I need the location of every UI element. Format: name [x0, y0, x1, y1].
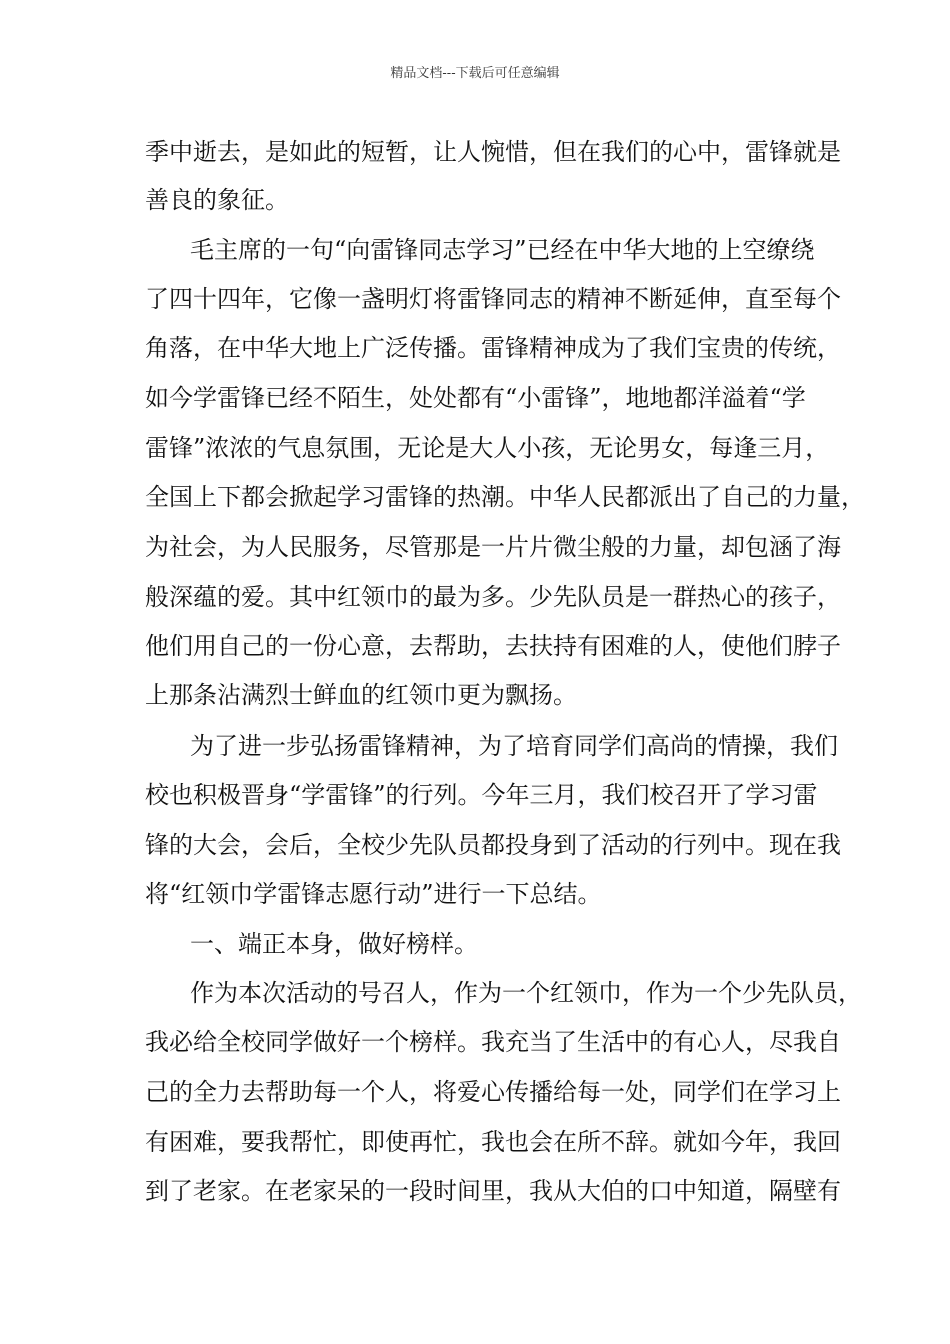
text-line: 校也积极晋身“学雷锋”的行列。今年三月，我们校召开了学习雷 [145, 781, 818, 809]
text-line: 上那条沾满烈士鲜血的红领巾更为飘扬。 [145, 681, 577, 709]
text-line: 到了老家。在老家呆的一段时间里，我从大伯的口中知道，隔壁有 [145, 1177, 841, 1205]
text-line: 作为本次活动的号召人，作为一个红领巾，作为一个少先队员， [190, 979, 862, 1007]
text-line: 己的全力去帮助每一个人，将爱心传播给每一处，同学们在学习上 [145, 1078, 841, 1106]
text-line: 锋的大会，会后，全校少先队员都投身到了活动的行列中。现在我 [145, 831, 841, 859]
page-header: 精品文档---下载后可任意编辑 [390, 66, 560, 81]
text-line: 为了进一步弘扬雷锋精神，为了培育同学们高尚的情操，我们 [190, 732, 838, 760]
text-line: 我必给全校同学做好一个榜样。我充当了生活中的有心人，尽我自 [145, 1028, 841, 1056]
text-line: 将“红领巾学雷锋志愿行动”进行一下总结。 [145, 880, 602, 908]
text-line: 他们用自己的一份心意，去帮助，去扶持有困难的人，使他们脖子 [145, 632, 841, 660]
text-line: 雷锋”浓浓的气息氛围，无论是大人小孩，无论男女，每逢三月， [145, 434, 830, 462]
text-line: 有困难，要我帮忙，即使再忙，我也会在所不辞。就如今年，我回 [145, 1128, 841, 1156]
text-line: 全国上下都会掀起学习雷锋的热潮。中华人民都派出了自己的力量， [145, 483, 865, 511]
text-line: 了四十四年，它像一盏明灯将雷锋同志的精神不断延伸，直至每个 [145, 285, 841, 313]
text-line: 一、端正本身，做好榜样。 [190, 930, 478, 958]
text-line: 善良的象征。 [145, 186, 289, 214]
text-line: 为社会，为人民服务，尽管那是一片片微尘般的力量，却包涵了海 [145, 533, 841, 561]
text-line: 毛主席的一句“向雷锋同志学习”已经在中华大地的上空缭绕 [190, 236, 815, 264]
text-line: 般深蕴的爱。其中红领巾的最为多。少先队员是一群热心的孩子， [145, 583, 841, 611]
text-line: 角落，在中华大地上广泛传播。雷锋精神成为了我们宝贵的传统， [145, 334, 841, 362]
text-line: 如今学雷锋已经不陌生，处处都有“小雷锋”，地地都洋溢着“学 [145, 384, 806, 412]
text-line: 季中逝去，是如此的短暂，让人惋惜，但在我们的心中，雷锋就是 [145, 138, 841, 166]
